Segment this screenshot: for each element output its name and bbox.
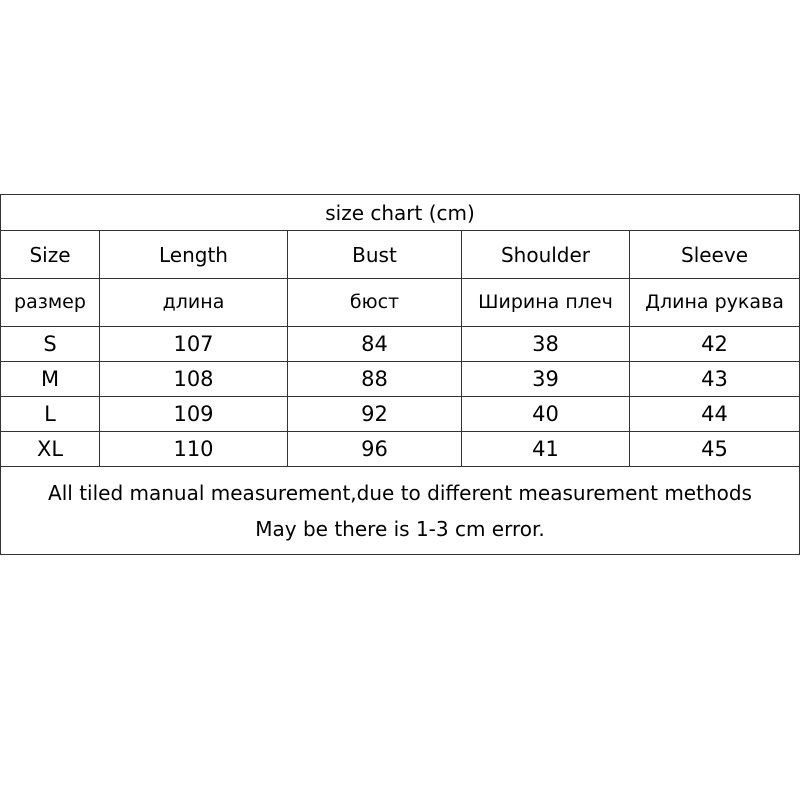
cell-length: 109	[100, 397, 288, 432]
header-sleeve-ru: Длина рукава	[630, 279, 800, 327]
cell-sleeve: 42	[630, 327, 800, 362]
cell-length: 108	[100, 362, 288, 397]
cell-sleeve: 45	[630, 432, 800, 467]
header-row	[1, 231, 800, 279]
header-size-ru: размер	[1, 279, 100, 327]
cell-bust: 96	[288, 432, 462, 467]
header-size: Size	[1, 231, 100, 279]
cell-size: M	[1, 362, 100, 397]
header-row-ru	[1, 279, 800, 327]
table-row	[1, 397, 800, 432]
cell-length: 107	[100, 327, 288, 362]
cell-size: L	[1, 397, 100, 432]
header-sleeve: Sleeve	[630, 231, 800, 279]
header-shoulder-ru: Ширина плеч	[462, 279, 630, 327]
cell-bust: 88	[288, 362, 462, 397]
header-shoulder: Shoulder	[462, 231, 630, 279]
note-line-2: May be there is 1-3 cm error.	[255, 516, 545, 541]
table-row	[1, 432, 800, 467]
header-bust: Bust	[288, 231, 462, 279]
cell-shoulder: 39	[462, 362, 630, 397]
table-row	[1, 327, 800, 362]
cell-shoulder: 40	[462, 397, 630, 432]
cell-size: XL	[1, 432, 100, 467]
cell-size: S	[1, 327, 100, 362]
note-row	[1, 467, 800, 555]
table-row	[1, 362, 800, 397]
header-length: Length	[100, 231, 288, 279]
cell-sleeve: 43	[630, 362, 800, 397]
title-row	[1, 195, 800, 231]
cell-length: 110	[100, 432, 288, 467]
chart-title: size chart (cm)	[1, 195, 800, 231]
cell-sleeve: 44	[630, 397, 800, 432]
cell-shoulder: 38	[462, 327, 630, 362]
cell-bust: 92	[288, 397, 462, 432]
cell-bust: 84	[288, 327, 462, 362]
measurement-note	[1, 467, 800, 555]
header-length-ru: длина	[100, 279, 288, 327]
cell-shoulder: 41	[462, 432, 630, 467]
size-chart-table	[0, 194, 800, 555]
note-line-1: All tiled manual measurement,due to different measurement methods	[48, 480, 752, 505]
header-bust-ru: бюст	[288, 279, 462, 327]
